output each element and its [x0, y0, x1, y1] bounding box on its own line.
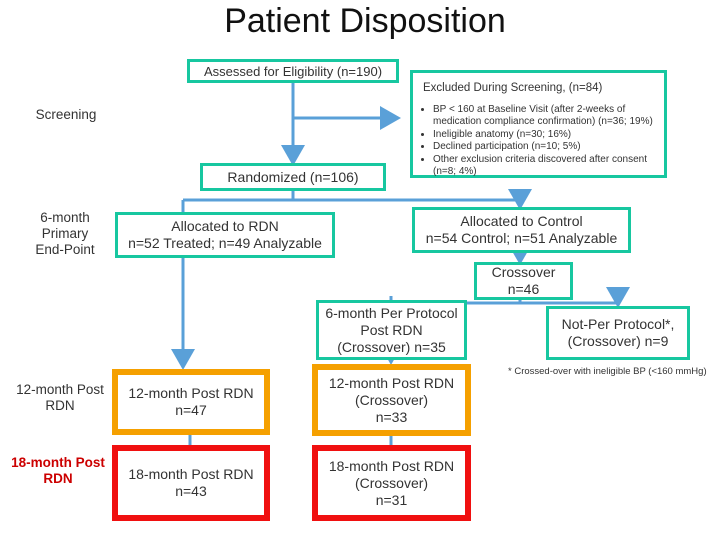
excluded-item: • Ineligible anatomy (n=30; 16%) [433, 129, 658, 142]
label-6month-line1: 6-month [40, 210, 90, 225]
box-12month-crossover [312, 364, 471, 436]
arrow-crossover-to-notper [520, 303, 618, 305]
excluded-item: • Declined participation (n=10; 5%) [433, 141, 658, 154]
label-screening: Screening [35, 107, 97, 122]
m12-rdn-line1: 12-month Post RDN [128, 385, 254, 401]
crossover-line1: Crossover [491, 264, 556, 280]
box-not-per-protocol [546, 306, 690, 360]
box-excluded [410, 70, 667, 178]
assessed-text: Assessed for Eligibility (n=190) [203, 63, 383, 79]
control-line2: n=54 Control; n=51 Analyzable [425, 230, 618, 246]
box-allocated-control [412, 207, 631, 253]
box-18month-crossover [312, 445, 471, 521]
label-18month-line2: RDN [43, 471, 73, 486]
rdn-line1: Allocated to RDN [171, 218, 279, 234]
box-crossover [474, 262, 573, 300]
label-18month [4, 455, 112, 487]
m18-rdn-line1: 18-month Post RDN [128, 466, 254, 482]
footnote: * Crossed-over with ineligible BP (<160 mmHg) [508, 366, 707, 377]
page-title: Patient Disposition [224, 2, 506, 40]
box-per-protocol [316, 300, 467, 360]
m12-cross-line3: n=33 [375, 408, 408, 425]
label-6month-line3: End-Point [35, 242, 95, 257]
rdn-line2: n=52 Treated; n=49 Analyzable [128, 235, 322, 251]
randomized-text: Randomized (n=106) [227, 168, 359, 185]
control-line1: Allocated to Control [460, 213, 583, 229]
crossover-line2: n=46 [507, 281, 540, 297]
label-6month [24, 210, 106, 258]
excluded-title: Excluded During Screening, (n=84) [423, 82, 603, 94]
m12-rdn-line2: n=47 [175, 402, 207, 418]
box-randomized [200, 163, 386, 191]
label-12month [8, 382, 112, 414]
box-assessed [187, 59, 399, 83]
notper-line1: Not-Per Protocol*, [561, 316, 675, 332]
excluded-list [419, 104, 658, 179]
perprotocol-line1: 6-month Per Protocol [325, 304, 458, 321]
excluded-item: • Other exclusion criteria discovered after consent (n=8; 4%) [433, 154, 658, 179]
m18-cross-line2: (Crossover) [354, 474, 429, 491]
label-6month-line2: Primary [41, 226, 89, 241]
perprotocol-line2: Post RDN [360, 321, 423, 338]
box-allocated-rdn [115, 212, 335, 258]
perprotocol-line3: (Crossover) n=35 [337, 338, 446, 355]
m18-cross-line1: 18-month Post RDN [328, 457, 455, 474]
m12-cross-line1: 12-month Post RDN [328, 374, 455, 391]
box-12month-rdn [112, 369, 270, 435]
arrow-randomized-to-control [293, 200, 520, 207]
notper-line2: (Crossover) n=9 [567, 333, 669, 349]
m18-rdn-line2: n=43 [175, 483, 207, 499]
label-12month-line2: RDN [45, 398, 75, 413]
label-12month-line1: 12-month Post [16, 382, 104, 397]
m18-cross-line3: n=31 [375, 491, 408, 508]
m12-cross-line2: (Crossover) [354, 391, 429, 408]
excluded-item: • BP < 160 at Baseline Visit (after 2-weeks of medication compliance confirmation) (n=36; 19%) [433, 104, 658, 129]
box-18month-rdn [112, 445, 270, 521]
label-18month-line1: 18-month Post [11, 455, 105, 470]
